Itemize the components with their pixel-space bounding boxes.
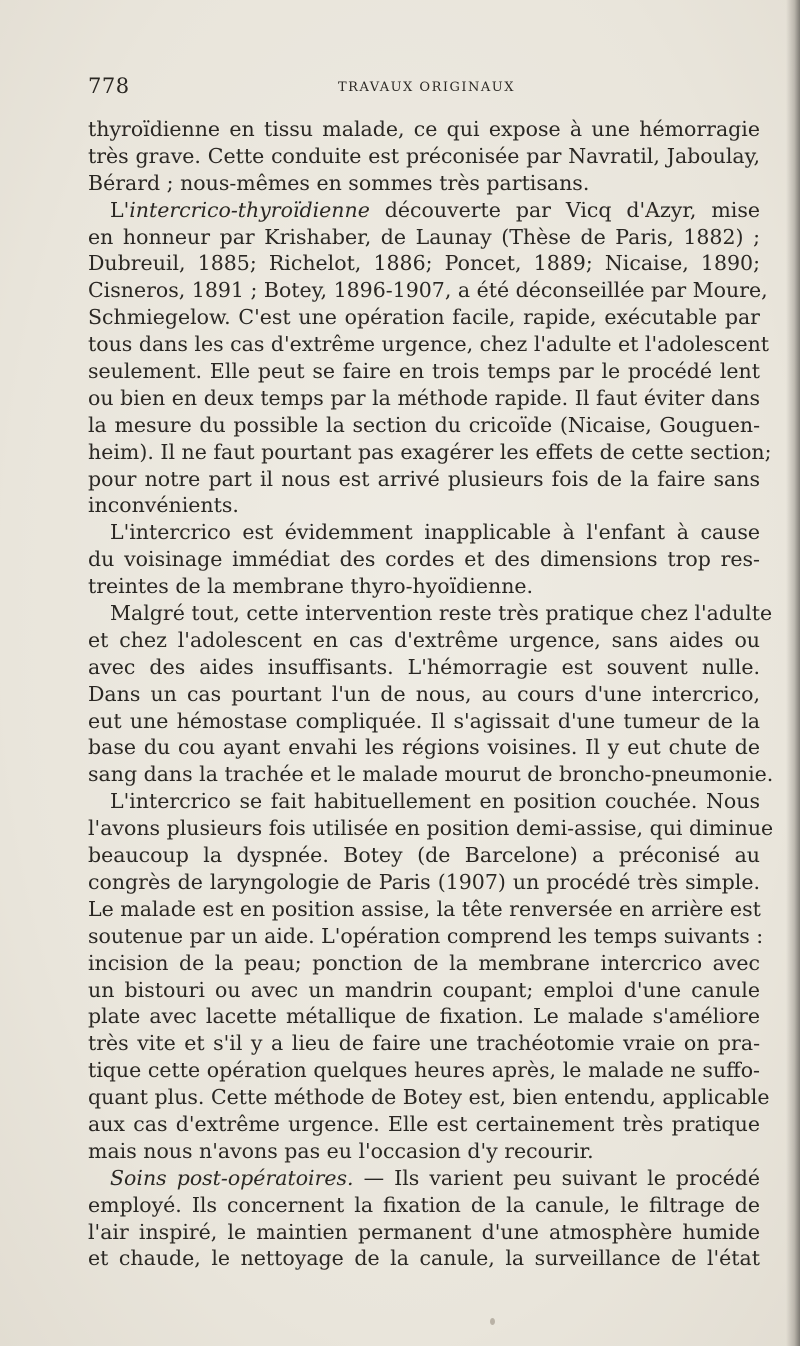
text-run: découverte par Vicq d'Azyr, mise (369, 197, 760, 222)
text-run: avec des aides insuffisants. L'hémorragie est souvent nulle. (88, 654, 760, 679)
text-run: employé. Ils concernent la fixation de la canule, le filtrage de (88, 1192, 760, 1217)
text-run: — Ils varient peu suivant le procédé (353, 1165, 760, 1190)
text-run: base du cou ayant envahi les régions voisines. Il y eut chute de (88, 735, 760, 760)
text-run: L'intercrico est évidemment inapplicable à l'enfant à cause (110, 520, 760, 545)
text-line (88, 412, 760, 439)
text-run: et chez l'adolescent en cas d'extrême urgence, sans aides ou (88, 627, 760, 652)
text-line (88, 869, 760, 896)
text-line (88, 708, 760, 735)
text-run: très vite et s'il y a lieu de faire une trachéotomie vraie on pra- (88, 1031, 760, 1056)
text-run: quant plus. Cette méthode de Botey est, bien entendu, applicable (88, 1085, 770, 1110)
text-line (88, 734, 760, 761)
text-line (88, 923, 764, 950)
text-line (88, 439, 772, 466)
text-line (88, 304, 760, 331)
italic-term: intercrico-thyroïdienne (129, 197, 370, 222)
text-run: Bérard ; nous-mêmes en sommes très partisans. (88, 170, 590, 195)
text-line (88, 358, 760, 385)
text-run: mais nous n'avons pas eu l'occasion d'y recourir. (88, 1138, 594, 1163)
text-line (88, 492, 760, 519)
text-run: Malgré tout, cette intervention reste très pratique chez l'adulte (110, 601, 773, 626)
text-line (88, 573, 760, 600)
text-line (88, 627, 760, 654)
text-run: soutenue par un aide. L'opération comprend les temps suivants : (88, 923, 764, 948)
text-line (88, 1219, 760, 1246)
text-run: beaucoup la dyspnée. Botey (de Barcelone) a préconisé au (88, 843, 760, 868)
text-run: l'avons plusieurs fois utilisée en position demi-assise, qui diminue (88, 816, 774, 841)
italic-term: Soins post-opératoires. (110, 1165, 354, 1190)
text-line (88, 250, 760, 277)
text-run: sang dans la trachée et le malade mourut de broncho-pneumonie. (88, 762, 774, 787)
text-run: Dubreuil, 1885; Richelot, 1886; Poncet, 1889; Nicaise, 1890; (88, 251, 760, 276)
text-line (88, 170, 760, 197)
text-run: incision de la peau; ponction de la membrane intercrico avec (88, 950, 760, 975)
text-line (88, 143, 760, 170)
text-line (88, 116, 760, 143)
ink-speck (490, 1318, 495, 1325)
text-run: inconvénients. (88, 493, 239, 518)
text-line (88, 1030, 760, 1057)
text-run: aux cas d'extrême urgence. Elle est certainement très pratique (88, 1111, 760, 1136)
text-line (88, 1245, 760, 1272)
text-line (88, 1192, 760, 1219)
text-run: Dans un cas pourtant l'un de nous, au cours d'une intercrico, (88, 681, 760, 706)
text-line (88, 977, 760, 1004)
text-run: L' (110, 197, 130, 222)
text-run: seulement. Elle peut se faire en trois temps par le procédé lent (88, 359, 760, 384)
text-run: en honneur par Krishaber, de Launay (Thèse de Paris, 1882) ; (88, 224, 760, 249)
text-run: Cisneros, 1891 ; Botey, 1896-1907, a été déconseillée par Moure, (88, 278, 768, 303)
text-run: congrès de laryngologie de Paris (1907) un procédé très simple. (88, 869, 760, 894)
text-run: thyroïdienne en tissu malade, ce qui expose à une hémorragie (88, 117, 760, 141)
text-line (88, 546, 760, 573)
text-line (88, 385, 760, 412)
text-run: du voisinage immédiat des cordes et des dimensions trop res- (88, 547, 760, 572)
text-run: pour notre part il nous est arrivé plusieurs fois de la faire sans (88, 466, 760, 491)
text-line (88, 842, 760, 869)
text-run: Schmiegelow. C'est une opération facile, rapide, exécutable par (88, 305, 760, 330)
text-run: plate avec lacette métallique de fixation. Le malade s'améliore (88, 1004, 760, 1029)
body-text (88, 116, 774, 1272)
text-line (88, 788, 760, 815)
text-line (88, 1138, 760, 1165)
running-head: TRAVAUX ORIGINAUX (338, 80, 516, 95)
text-line (88, 331, 770, 358)
text-run: un bistouri ou avec un mandrin coupant; emploi d'une canule (88, 977, 760, 1002)
text-run: tous dans les cas d'extrême urgence, chez l'adulte et l'adolescent (88, 332, 770, 357)
text-line (88, 519, 760, 546)
text-line (88, 197, 760, 224)
page-edge-shadow (786, 0, 800, 1346)
text-line (88, 815, 774, 842)
page-number: 778 (88, 74, 130, 98)
text-run: heim). Il ne faut pourtant pas exagérer les effets de cette section; (88, 439, 772, 464)
text-line (88, 761, 774, 788)
text-run: treintes de la membrane thyro-hyoïdienne. (88, 574, 534, 599)
text-run: eut une hémostase compliquée. Il s'agissait d'une tumeur de la (88, 708, 760, 733)
text-line (88, 1084, 770, 1111)
text-run: tique cette opération quelques heures après, le malade ne suffo- (88, 1058, 760, 1083)
text-line (88, 950, 760, 977)
text-line (88, 654, 760, 681)
text-run: Le malade est en position assise, la tête renversée en arrière est (88, 896, 761, 921)
page-header (88, 74, 760, 104)
text-run: la mesure du possible la section du cricoïde (Nicaise, Gouguen- (88, 412, 760, 437)
text-line (88, 1057, 760, 1084)
text-line (88, 1003, 760, 1030)
text-line (88, 600, 773, 627)
text-line (88, 681, 760, 708)
text-line (88, 277, 768, 304)
text-line (88, 1165, 760, 1192)
text-line (88, 466, 760, 493)
text-line (88, 224, 760, 251)
text-run: ou bien en deux temps par la méthode rapide. Il faut éviter dans (88, 385, 760, 410)
text-run: l'air inspiré, le maintien permanent d'une atmosphère humide (88, 1219, 760, 1244)
text-run: et chaude, le nettoyage de la canule, la surveillance de l'état (88, 1246, 760, 1271)
text-line (88, 896, 760, 923)
text-line (88, 1111, 760, 1138)
text-run: L'intercrico se fait habituellement en position couchée. Nous (110, 789, 760, 814)
text-run: très grave. Cette conduite est préconisée par Navratil, Jaboulay, (88, 143, 760, 168)
